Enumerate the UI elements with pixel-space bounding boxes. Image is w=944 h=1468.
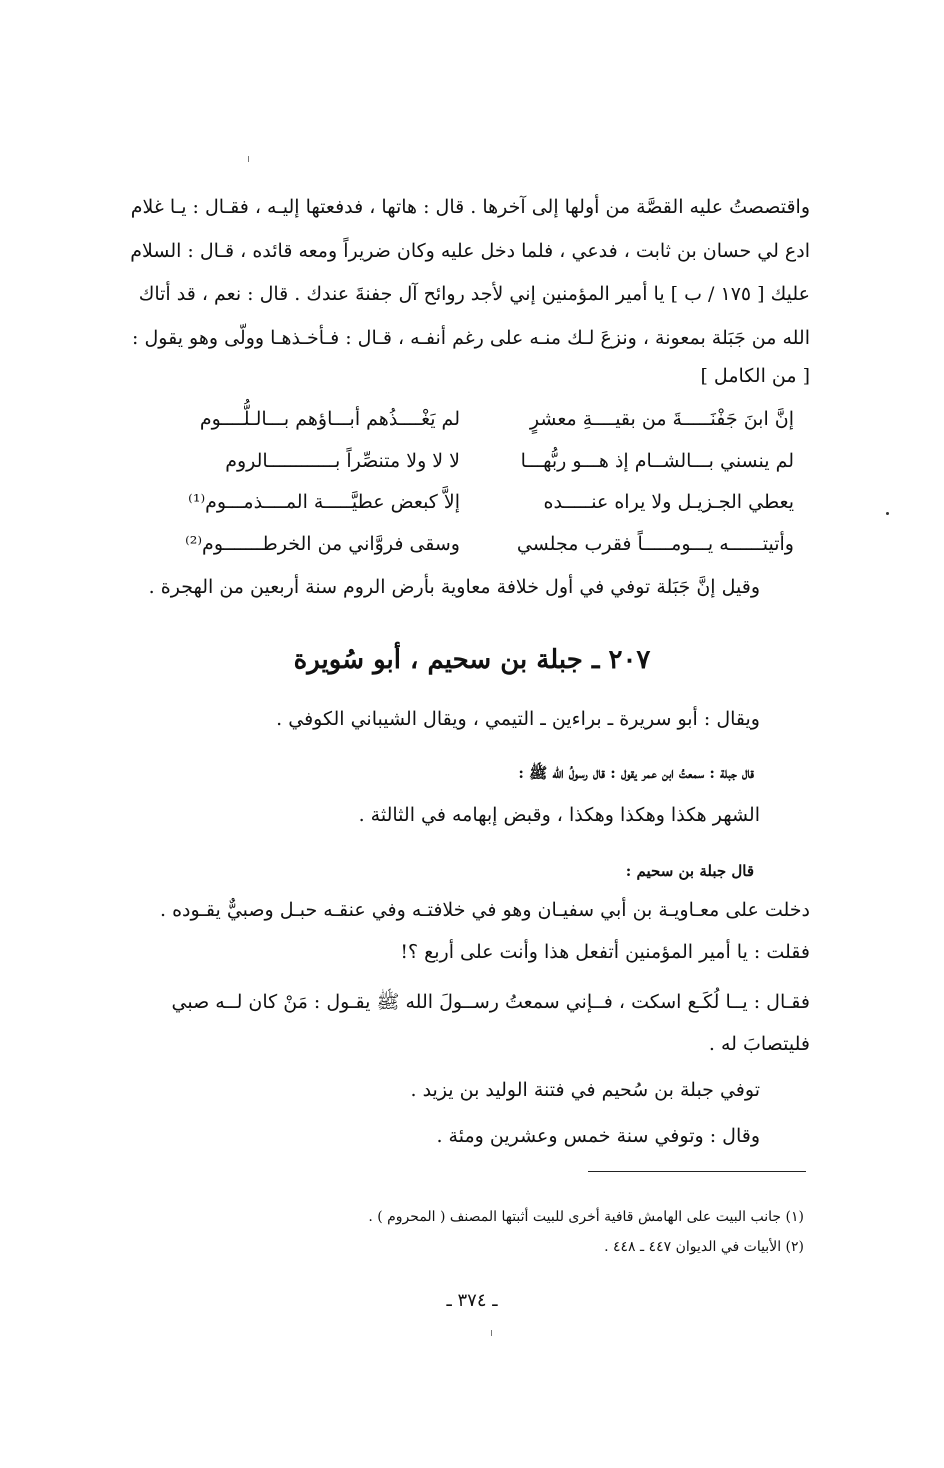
page-number: ـ ٣٧٤ ـ [446, 1290, 498, 1311]
body-line-1: ويقال : أبو سريرة ـ براءين ـ التيمي ، ويقال الشيباني الكوفي . [276, 708, 760, 730]
verse-1-first-hemistich: إنَّ ابنَ جَفْنَـــــةَ من بقيــــةِ معشرٍ [529, 408, 794, 430]
intro-line-4: الله من جَبَلة بمعونة ، ونزعَ لـك منـه على رغم أنفـه ، قـال : فـأخـذهـا وولّى وهو يقول : [132, 327, 810, 349]
verse-3-second-hemistich: إلاَّ كبعض عطيَّـــــة المــــذمـــوم⁽¹⁾ [188, 491, 460, 513]
narrator-line: قال جبلة بن سحيم : [625, 862, 754, 880]
footnote-1: (١) جانب البيت على الهامش قافية أخرى للبيت أثبتها المصنف ( المحروم ) . [368, 1209, 804, 1225]
intro-line-3: عليك [ ١٧٥ / ب ] يا أمير المؤمنين إني لأجد روائح آل جفنةَ عندك . قال : نعم ، قد أتاك [138, 283, 810, 305]
entry-heading: ٢٠٧ ـ جبلة بن سحيم ، أبو سُويرة [293, 645, 651, 675]
body-line-6: فقلت : يا أمير المؤمنين أتفعل هذا وأنت على أربع ؟! [400, 941, 810, 963]
footnote-separator [588, 1171, 806, 1172]
body-line-8: فليتصابَ له . [708, 1033, 810, 1055]
hadith-isnad: قال جبلة : سمعتُ ابن عمر يقول : قال رسولُ الله ﷺ : [518, 764, 754, 782]
intro-line-1: واقتصصتُ عليه القصَّة من أولها إلى آخرها . قال : هاتها ، فدفعتها إليـه ، فقـال : يـا غلام [130, 196, 810, 218]
body-line-9: توفي جبلة بن سُحيم في فتنة الوليد بن يزيد . [410, 1079, 760, 1101]
verse-4-first-hemistich: وأتيتــــــه يـــومـــــاً فقرب مجلسي [516, 533, 794, 555]
scan-mark [491, 1330, 492, 1336]
after-poem-text: وقيل إنَّ جَبَلة توفي في أول خلافة معاوية بأرض الروم سنة أربعين من الهجرة . [148, 576, 760, 598]
footnote-2: (٢) الأبيات في الديوان ٤٤٧ ـ ٤٤٨ . [604, 1239, 804, 1255]
verse-2-second-hemistich: لا لا ولا متنصِّراً بــــــــــــالروم [225, 450, 460, 472]
body-line-7: فقـال : يــا لُكَـع اسكت ، فــإني سمعتُ رســولَ الله ﷺ يقـول : مَنْ كان لــه صبي [171, 991, 810, 1013]
verse-1-second-hemistich: لم يَغْــــذُهم أبـــاؤهم بـــالـلُّــــوم [199, 408, 460, 430]
intro-line-2: ادع لي حسان بن ثابت ، فدعي ، فلما دخل عليه وكان ضريراً ومعه قائده ، قـال : السلام [130, 240, 810, 262]
scan-dot [886, 512, 889, 515]
verse-4-second-hemistich: وسقى فروَّاني من الخرطـــــــوم⁽²⁾ [185, 533, 460, 555]
body-line-5: دخلت على معـاويـة بن أبي سفيـان وهو في خلافتـه وفي عنقـه حبـل وصبيٌّ يقـوده . [160, 899, 810, 921]
scan-mark [248, 156, 249, 162]
meter-label: [ من الكامل ] [700, 365, 810, 387]
body-line-10: وقال : وتوفي سنة خمس وعشرين ومئة . [436, 1125, 760, 1147]
verse-2-first-hemistich: لم ينسني بـــالشــام إذ هـــو ربُّهـــا [520, 450, 794, 472]
verse-3-first-hemistich: يعطي الجـزيـل ولا يراه عنـــــده [543, 491, 794, 513]
hadith-text: الشهر هكذا وهكذا وهكذا ، وقبض إبهامه في الثالثة . [358, 804, 760, 826]
